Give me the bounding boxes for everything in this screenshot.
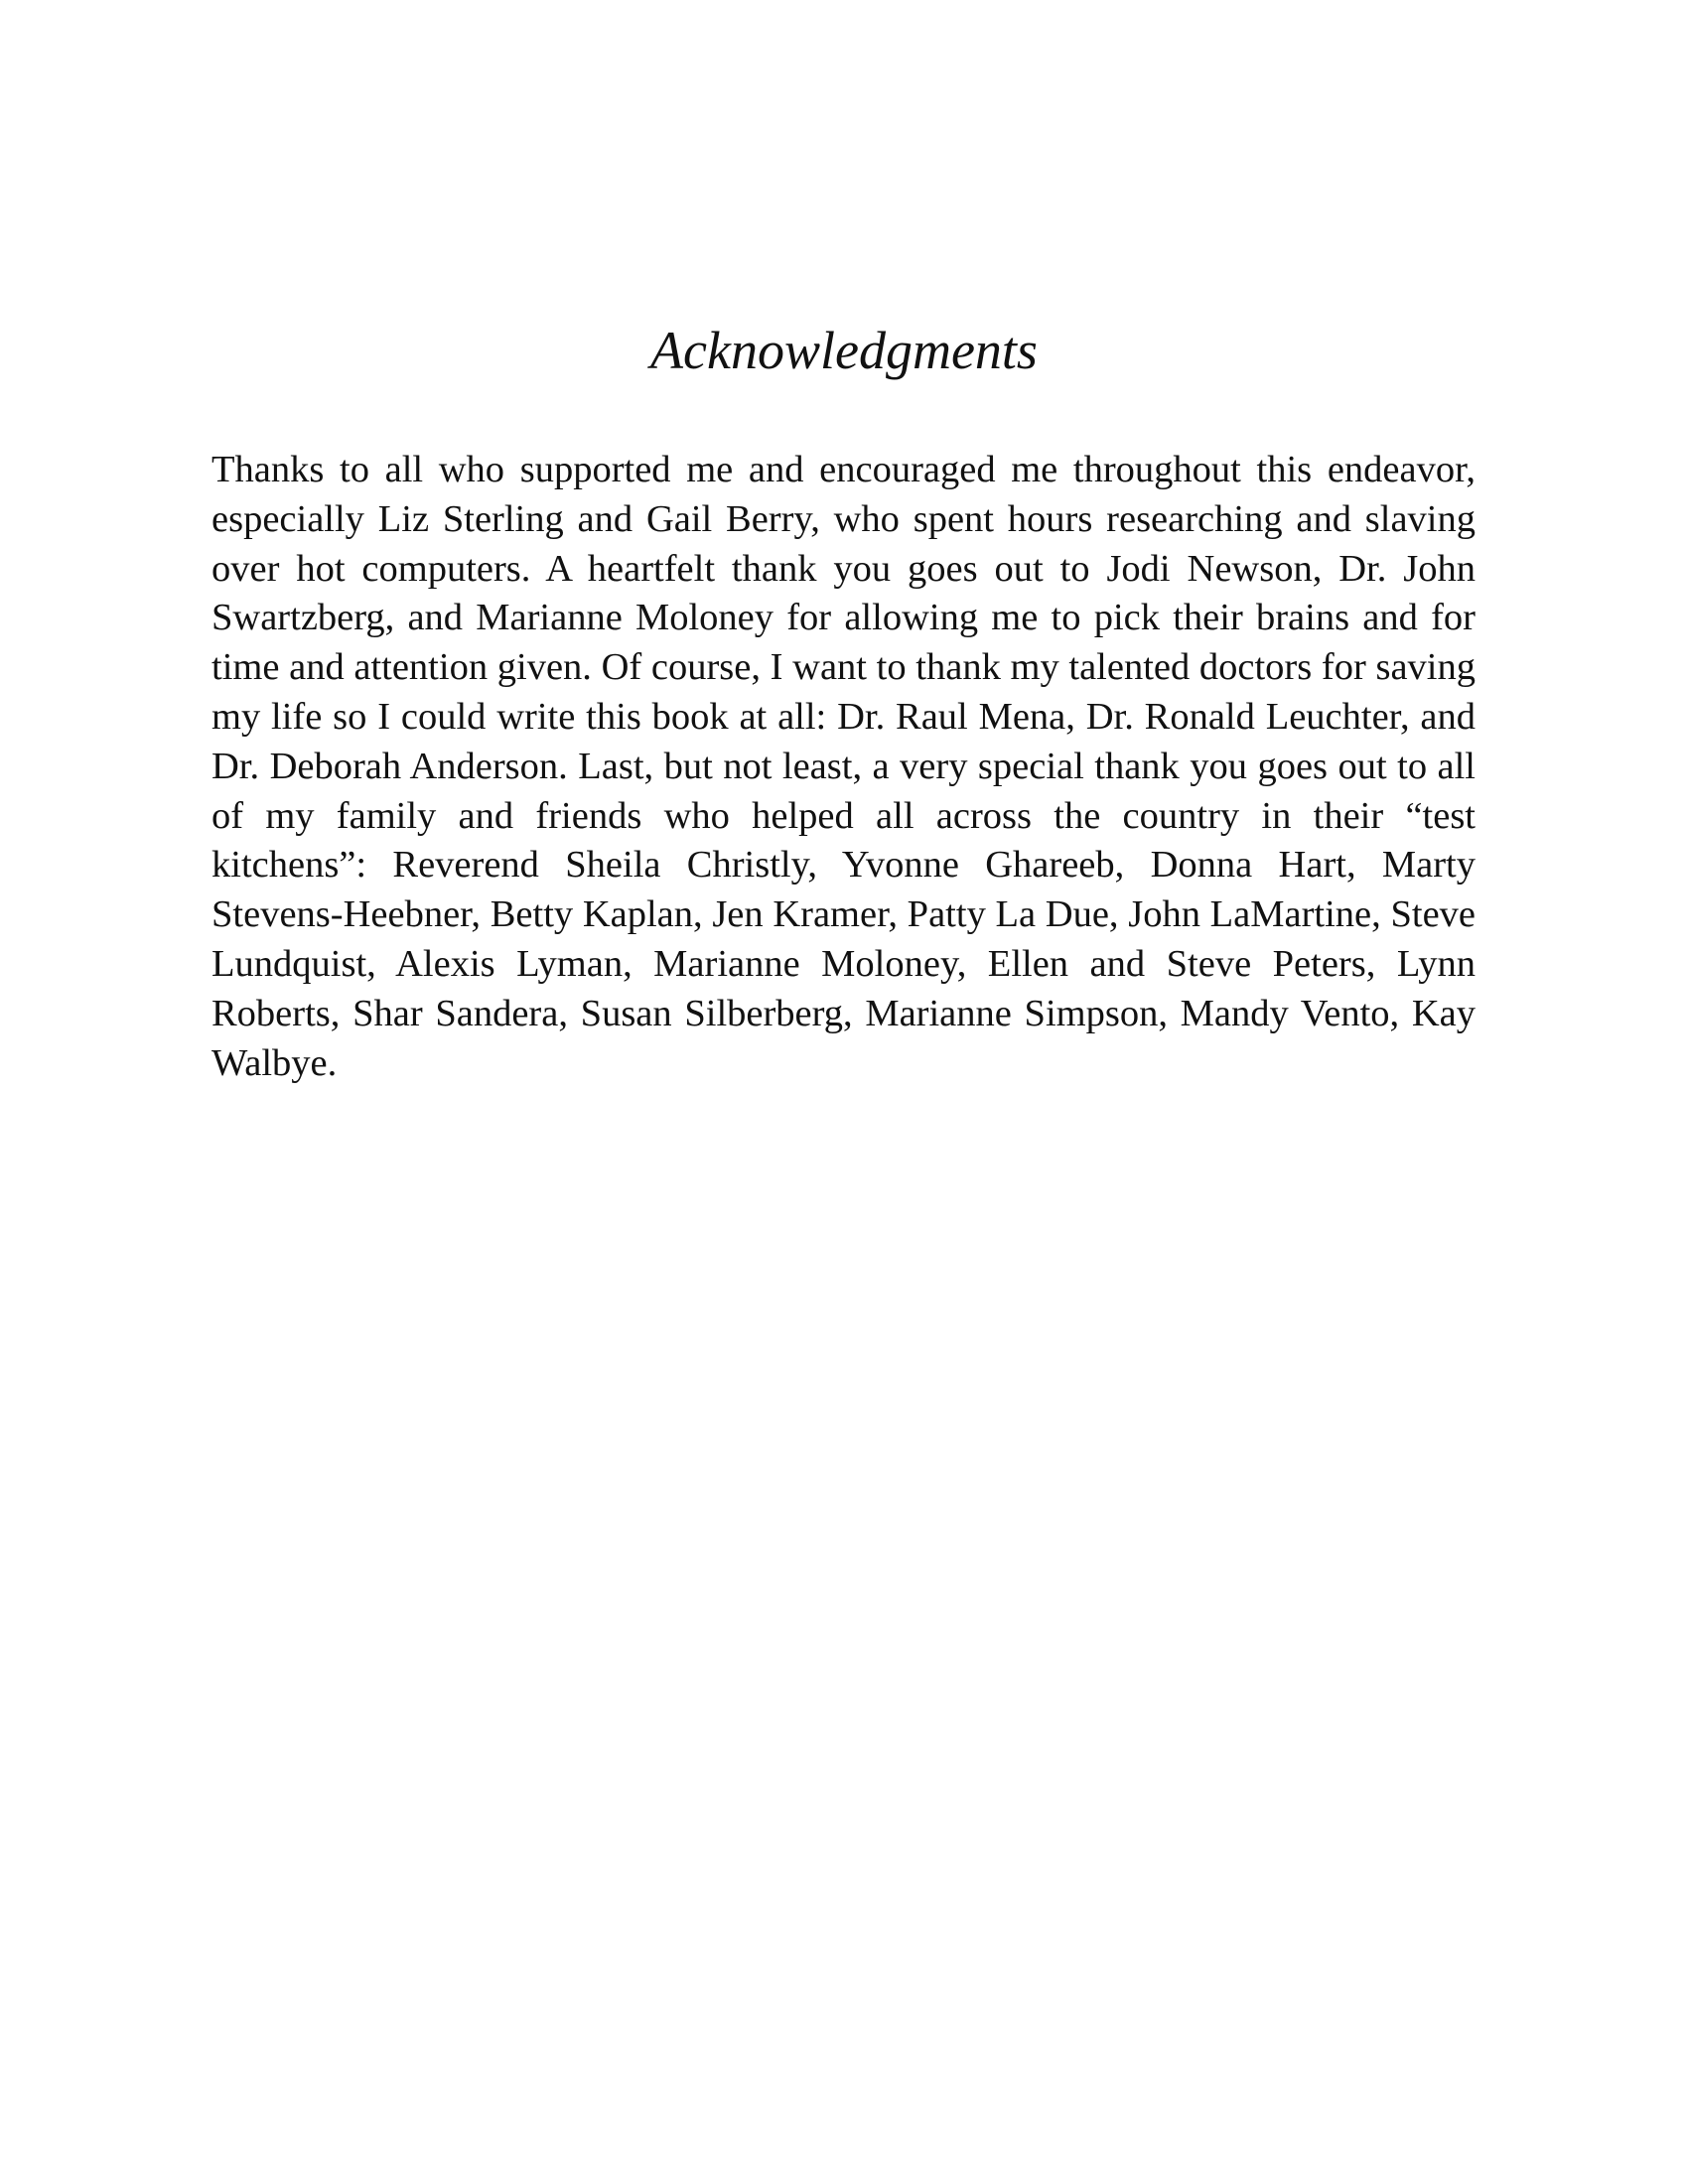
- acknowledgments-paragraph: Thanks to all who supported me and encouraged me throughout this endeavor, especially Liz Sterling and Gail Berry, who spent hours researching and slaving over hot computers. A heartfelt thank you goes out to Jodi Newson, Dr. John Swartzberg, and Marianne Moloney for allowing me to pick their brains and for time and attention given. Of course, I want to thank my talented doctors for saving my life so I could write this book at all: Dr. Raul Mena, Dr. Ronald Leuchter, and Dr. Deborah Anderson. Last, but not least, a very special thank you goes out to all of my family and friends who helped all across the country in their “test kitchens”: Reverend Sheila Christly, Yvonne Ghareeb, Donna Hart, Marty Stevens-Heebner, Betty Kaplan, Jen Kramer, Patty La Due, John LaMartine, Steve Lundquist, Alexis Lyman, Marianne Moloney, Ellen and Steve Peters, Lynn Roberts, Shar Sandera, Susan Silberberg, Marianne Simpson, Mandy Vento, Kay Walbye.: [211, 449, 1476, 1084]
- page-title: Acknowledgments: [650, 321, 1038, 380]
